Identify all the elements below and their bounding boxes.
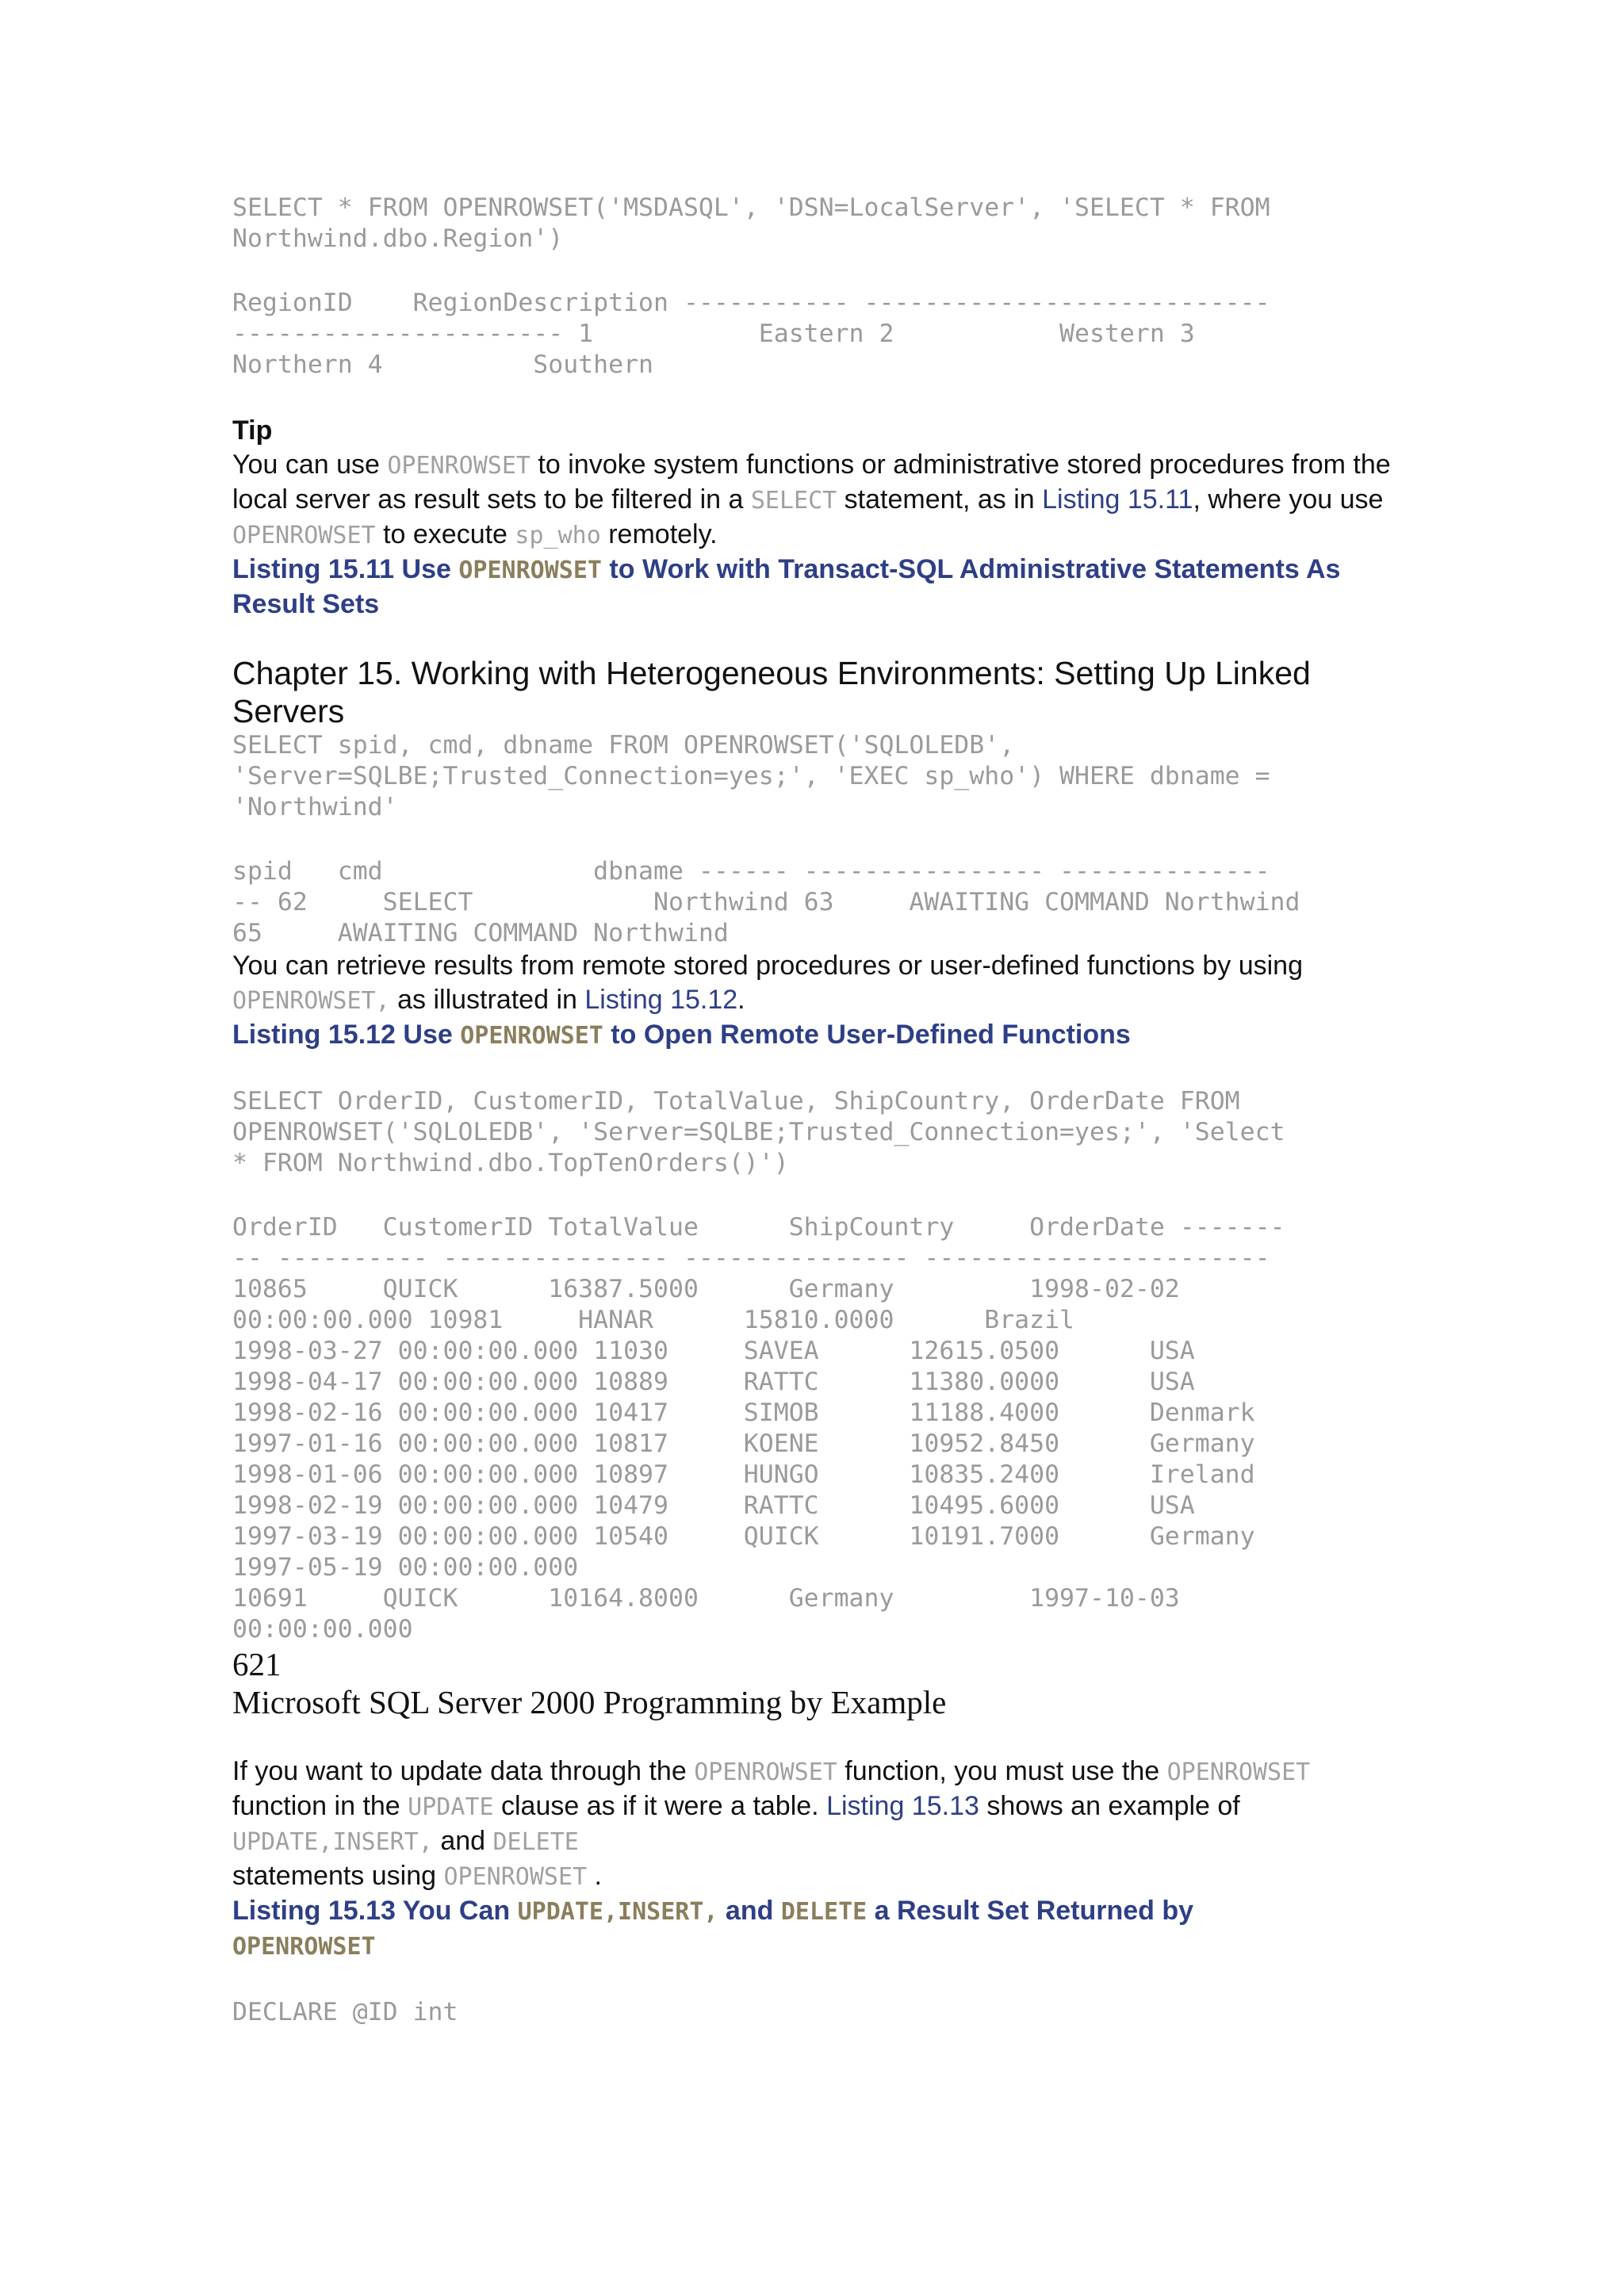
inline-code: UPDATE,INSERT, <box>232 1828 433 1856</box>
document-page <box>232 193 1398 2028</box>
paragraph-update-openrowset: If you want to update data through the OPENROWSET function, you must use the OPENROWSET function in the UPDATE clause as if it were a table. Listing 15.13 shows an example of UPDATE,INSERT, and DELETE statements using OPENROWSET . <box>232 1756 1311 1891</box>
inline-code: SELECT <box>750 487 837 515</box>
code-block-top-ten-orders: SELECT OrderID, CustomerID, TotalValue, ShipCountry, OrderDate FROM OPENROWSET('SQLOLEDB', 'Server=SQLBE;Trusted_Connection=yes;', 'Select * FROM Northwind.dbo.TopTenOrders()') <box>232 1087 1285 1177</box>
tip-heading: Tip <box>232 415 273 446</box>
inline-code: OPENROWSET <box>1166 1758 1311 1786</box>
inline-code: sp_who <box>515 522 601 549</box>
listing-heading-15-12: Listing 15.12 Use OPENROWSET to Open Remote User-Defined Functions <box>232 1020 1131 1050</box>
inline-code: OPENROWSET, <box>232 987 390 1015</box>
code-block-sp-who: SELECT spid, cmd, dbname FROM OPENROWSET('SQLOLEDB', 'Server=SQLBE;Trusted_Connection=yes;', 'EXEC sp_who') WHERE dbname = 'Northwind' <box>232 731 1270 821</box>
inline-code: OPENROWSET <box>232 522 376 549</box>
listing-heading-15-11: Listing 15.11 Use OPENROWSET to Work with Transact-SQL Administrative Statements As Result Sets <box>232 554 1341 619</box>
inline-code: OPENROWSET <box>694 1758 837 1786</box>
tip-paragraph: You can use OPENROWSET to invoke system functions or administrative stored procedures from the local server as result sets to be filtered in a SELECT statement, as in Listing 15.11, where you use OPENROWSET to execute sp_who remotely. <box>232 450 1391 549</box>
page-number: 621 <box>232 1646 282 1682</box>
inline-code: OPENROWSET <box>387 452 530 480</box>
paragraph-remote-procedures: You can retrieve results from remote stored procedures or user-defined functions by using OPENROWSET, as illustrated in Listing 15.12. <box>232 951 1303 1015</box>
listing-heading-15-13: Listing 15.13 You Can UPDATE,INSERT, and DELETE a Result Set Returned by OPENROWSET <box>232 1896 1194 1961</box>
code-block-declare: DECLARE @ID int <box>232 1998 458 2026</box>
listing-link-15-11[interactable]: Listing 15.11 <box>1042 484 1193 515</box>
listing-link-15-12[interactable]: Listing 15.12 <box>584 985 738 1015</box>
chapter-heading: Chapter 15. Working with Heterogeneous Environments: Setting Up Linked Servers <box>232 655 1311 729</box>
inline-code: OPENROWSET <box>443 1863 588 1891</box>
code-block-openrowset-region: SELECT * FROM OPENROWSET('MSDASQL', 'DSN=LocalServer', 'SELECT * FROM Northwind.dbo.Region') <box>232 193 1270 253</box>
listing-link-15-13[interactable]: Listing 15.13 <box>826 1791 979 1821</box>
book-title: Microsoft SQL Server 2000 Programming by Example <box>232 1684 947 1720</box>
inline-code: DELETE <box>492 1828 579 1856</box>
output-block-sp-who: spid cmd dbname ------ ---------------- -------------- -- 62 SELECT Northwind 63 AWAITING COMMAND Northwind 65 AWAITING COMMAND Northwind <box>232 857 1300 947</box>
output-block-region: RegionID RegionDescription ----------- --------------------------- ---------------------- 1 Eastern 2 Western 3 Northern 4 Southern <box>232 289 1270 379</box>
output-block-top-ten-orders: OrderID CustomerID TotalValue ShipCountry OrderDate ------- -- ---------- --------------- --------------- ----------------------- 10865 QUICK 16387.5000 Germany 1998-02-02 00:00:00.000 10981 HANAR 15810.0000 Brazil 1998-03-27 00:00:00.000 11030 SAVEA 12615.0500 USA 1998-04-17 00:00:00.000 10889 RATTC 11380.0000 USA 1998-02-16 00:00:00.000 10417 SIMOB 11188.4000 Denmark 1997-01-16 00:00:00.000 10817 KOENE 10952.8450 Germany 1998-01-06 00:00:00.000 10897 HUNGO 10835.2400 Ireland 1998-02-19 00:00:00.000 10479 RATTC 10495.6000 USA 1997-03-19 00:00:00.000 10540 QUICK 10191.7000 Germany 1997-05-19 00:00:00.000 10691 QUICK 10164.8000 Germany 1997-10-03 00:00:00.000 <box>232 1213 1285 1644</box>
inline-code: UPDATE <box>408 1793 494 1821</box>
